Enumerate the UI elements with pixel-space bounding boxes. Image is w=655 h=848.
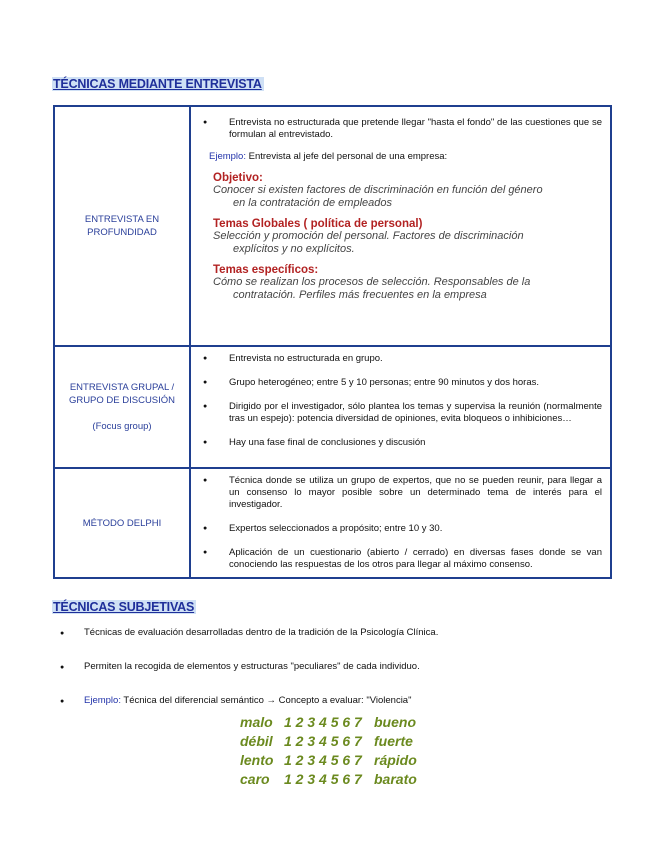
topic-heading: Temas específicos:: [213, 264, 319, 276]
scale-row: [240, 713, 417, 732]
table-row: [54, 468, 611, 578]
topic-text: [213, 230, 602, 256]
topic-line: Conocer si existen factores de discriminación en función del género: [213, 184, 543, 196]
section-title-subjetivas: TÉCNICAS SUBJETIVAS: [53, 600, 195, 614]
example-line: [209, 151, 602, 162]
list-item: ● Expertos seleccionados a propósito; entre 10 y 30.: [203, 523, 602, 535]
scale-row: [240, 751, 417, 770]
list-item: ● Técnicas de evaluación desarrolladas dentro de la tradición de la Psicología Clínica.: [60, 627, 620, 639]
topic-text: [213, 276, 602, 302]
list-item: ● Hay una fase final de conclusiones y discusión: [203, 437, 602, 449]
row-label: [54, 106, 190, 346]
topic-heading: Temas Globales ( política de personal): [213, 218, 423, 230]
topic-heading: Objetivo:: [213, 172, 263, 184]
row-label-line: GRUPO DE DISCUSIÓN: [68, 395, 176, 406]
list-item: ● Dirigido por el investigador, sólo plantea los temas y supervisa la reunión (normalmente tras un espejo): potencia diversidad de opiniones, evita bloqueos o inhibiciones…: [203, 401, 602, 425]
row-content: [190, 346, 611, 468]
example-text: Técnica del diferencial semántico → Concepto a evaluar: "Violencia": [120, 695, 412, 706]
scale-right-word: rápido: [374, 752, 417, 768]
scale-row: [240, 770, 417, 789]
row-label-line: MÉTODO DELPHI: [82, 517, 162, 529]
scale-left-word: débil: [240, 733, 273, 749]
scale-right-word: barato: [374, 771, 417, 787]
list-item: [60, 695, 620, 707]
scale-row: [240, 732, 417, 751]
section-title-entrevista: TÉCNICAS MEDIANTE ENTREVISTA: [53, 77, 262, 91]
row-label-line: PROFUNDIDAD: [87, 227, 157, 238]
topic-line: Selección y promoción del personal. Factores de discriminación: [213, 230, 524, 242]
table-row: [54, 106, 611, 346]
scale-numbers: 1 2 3 4 5 6 7: [284, 752, 362, 768]
interview-topics: [213, 172, 602, 302]
example-label: Ejemplo:: [84, 695, 121, 706]
topic-text: [213, 184, 602, 210]
list-item: ● Permiten la recogida de elementos y estructuras "peculiares" de cada individuo.: [60, 661, 620, 673]
scale-numbers: 1 2 3 4 5 6 7: [284, 733, 362, 749]
scale-left-word: caro: [240, 771, 270, 787]
scale-numbers: 1 2 3 4 5 6 7: [284, 714, 362, 730]
row-label: [54, 346, 190, 468]
row-label-line: ENTREVISTA GRUPAL /: [69, 382, 175, 393]
row-content: [190, 106, 611, 346]
row-label: [54, 468, 190, 578]
row-content: [190, 468, 611, 578]
row-label-line: ENTREVISTA EN: [84, 214, 160, 225]
list-item: ● Entrevista no estructurada en grupo.: [203, 353, 602, 365]
scale-left-word: lento: [240, 752, 274, 768]
table-row: [54, 346, 611, 468]
list-item: ● Técnica donde se utiliza un grupo de expertos, que no se pueden reunir, para llegar a un consenso lo mayor posible sobre un determinado tema de interés para el investigador.: [203, 475, 602, 511]
scale-left-word: malo: [240, 714, 273, 730]
list-item: ● Entrevista no estructurada que pretende llegar "hasta el fondo" de las cuestiones que se formulan al entrevistado.: [203, 117, 602, 141]
scale-right-word: bueno: [374, 714, 416, 730]
list-item: ● Aplicación de un cuestionario (abierto / cerrado) en diversas fases donde se van conociendo las respuestas de los otros para llegar al máximo consenso.: [203, 547, 602, 571]
semantic-differential-scale: [240, 713, 417, 789]
example-text: Entrevista al jefe del personal de una empresa:: [245, 151, 448, 162]
topic-line: contratación. Perfiles más frecuentes en la empresa: [233, 289, 487, 301]
scale-numbers: 1 2 3 4 5 6 7: [284, 771, 362, 787]
topic-line: Cómo se realizan los procesos de selección. Responsables de la: [213, 276, 531, 288]
row-label-extra: (Focus group): [92, 421, 152, 432]
topic-line: en la contratación de empleados: [233, 197, 392, 209]
techniques-table: [53, 105, 612, 579]
example-label: Ejemplo:: [209, 151, 246, 162]
scale-right-word: fuerte: [374, 733, 413, 749]
list-item: ● Grupo heterogéneo; entre 5 y 10 personas; entre 90 minutos y dos horas.: [203, 377, 602, 389]
topic-line: explícitos y no explícitos.: [233, 243, 355, 255]
